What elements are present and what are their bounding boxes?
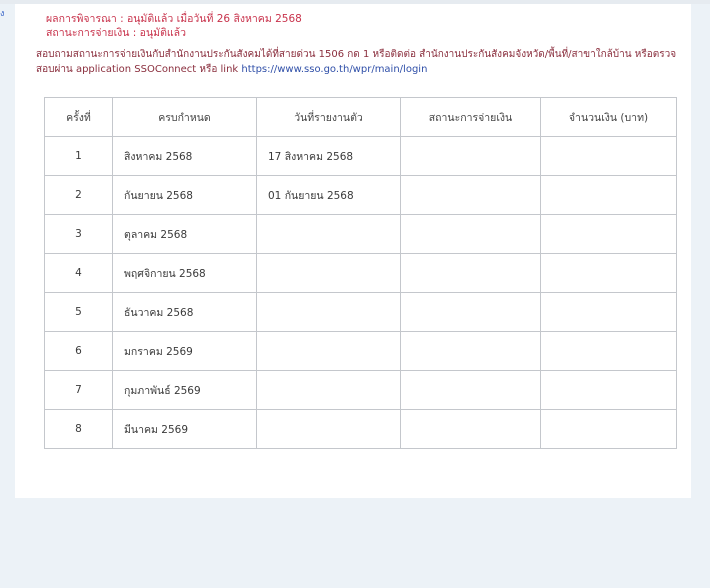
cell-installment: 3 (45, 215, 113, 254)
cell-due: กันยายน 2568 (113, 176, 257, 215)
table-row (45, 137, 677, 176)
cell-due: มีนาคม 2569 (113, 410, 257, 449)
header-report-date: วันที่รายงานตัว (257, 98, 401, 137)
payment-schedule-table (44, 97, 677, 449)
cell-amount (541, 332, 677, 371)
table-row (45, 410, 677, 449)
cell-report-date: 01 กันยายน 2568 (257, 176, 401, 215)
cell-due: สิงหาคม 2568 (113, 137, 257, 176)
cell-amount (541, 293, 677, 332)
cell-report-date (257, 332, 401, 371)
cell-payment-status (401, 371, 541, 410)
sidebar-text-fragment: ง (0, 9, 5, 19)
cell-payment-status (401, 293, 541, 332)
header-due: ครบกำหนด (113, 98, 257, 137)
status-block (46, 12, 302, 40)
cell-report-date (257, 410, 401, 449)
cell-installment: 2 (45, 176, 113, 215)
cell-payment-status (401, 410, 541, 449)
table-row (45, 254, 677, 293)
cell-due: กุมภาพันธ์ 2569 (113, 371, 257, 410)
table-header-row (45, 98, 677, 137)
cell-installment: 6 (45, 332, 113, 371)
table-row (45, 332, 677, 371)
cell-report-date (257, 371, 401, 410)
cell-payment-status (401, 332, 541, 371)
payment-status: สถานะการจ่ายเงิน : อนุมัติแล้ว (46, 27, 187, 39)
cell-payment-status (401, 176, 541, 215)
cell-installment: 4 (45, 254, 113, 293)
cell-report-date (257, 293, 401, 332)
sso-login-link[interactable]: https://www.sso.go.th/wpr/main/login (241, 64, 428, 75)
table-row (45, 176, 677, 215)
cell-due: ตุลาคม 2568 (113, 215, 257, 254)
cell-amount (541, 371, 677, 410)
cell-report-date (257, 254, 401, 293)
header-payment-status: สถานะการจ่ายเงิน (401, 98, 541, 137)
cell-payment-status (401, 215, 541, 254)
cell-amount (541, 176, 677, 215)
cell-report-date: 17 สิงหาคม 2568 (257, 137, 401, 176)
table-row (45, 293, 677, 332)
header-amount: จำนวนเงิน (บาท) (541, 98, 677, 137)
info-text (36, 47, 686, 77)
cell-due: มกราคม 2569 (113, 332, 257, 371)
info-message: สอบถามสถานะการจ่ายเงินกับสำนักงานประกันสังคมได้ที่สายด่วน 1506 กด 1 หรือติดต่อ สำนักงานประกันสังคมจังหวัด/พื้นที่/สาขาใกล้บ้าน หรือตรวจสอบผ่าน application SSOConnect หรือ link (36, 49, 677, 75)
cell-installment: 5 (45, 293, 113, 332)
cell-due: ธันวาคม 2568 (113, 293, 257, 332)
cell-amount (541, 410, 677, 449)
cell-payment-status (401, 137, 541, 176)
cell-installment: 1 (45, 137, 113, 176)
cell-report-date (257, 215, 401, 254)
cell-amount (541, 215, 677, 254)
header-installment: ครั้งที่ (45, 98, 113, 137)
cell-amount (541, 254, 677, 293)
table-row (45, 215, 677, 254)
table-row (45, 371, 677, 410)
cell-due: พฤศจิกายน 2568 (113, 254, 257, 293)
payment-status-card (15, 4, 691, 498)
approval-result: ผลการพิจารณา : อนุมัติแล้ว เมื่อวันที่ 26 สิงหาคม 2568 (46, 13, 302, 25)
cell-installment: 8 (45, 410, 113, 449)
cell-installment: 7 (45, 371, 113, 410)
cell-payment-status (401, 254, 541, 293)
cell-amount (541, 137, 677, 176)
